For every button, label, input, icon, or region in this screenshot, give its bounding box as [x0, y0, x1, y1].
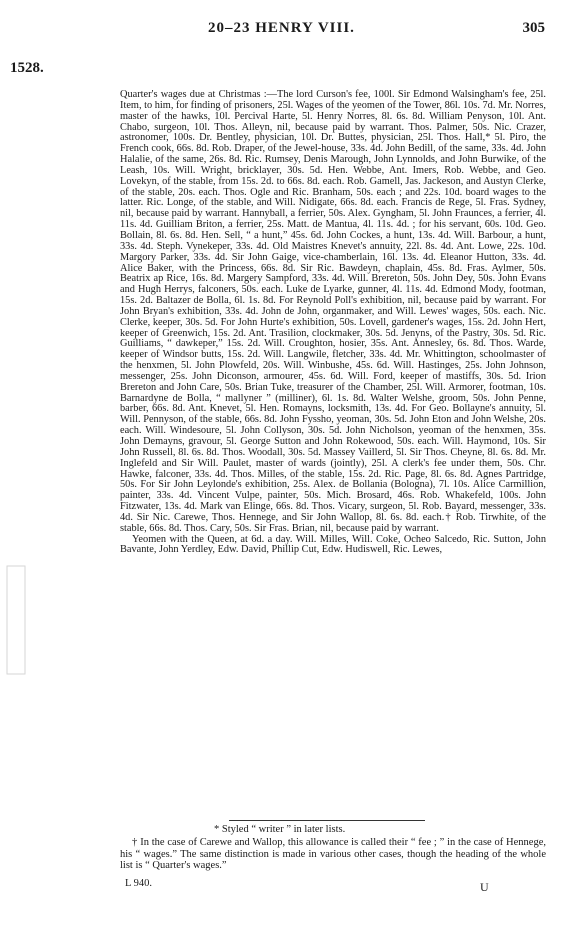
- footnote-dagger: † In the case of Carewe and Wallop, this allowance is called their “ fee ; ” in the case of Hennege, his “ wages.” The same distinction is made in various other cases, though the heading of the whole list is “ Quarter's wages.”: [120, 837, 546, 871]
- page-header: [0, 20, 567, 44]
- running-title: 20–23 HENRY VIII.: [208, 20, 355, 36]
- footnote-rule: [229, 820, 425, 821]
- main-text: [120, 90, 546, 556]
- footnote-star: * Styled “ writer ” in later lists.: [214, 824, 346, 835]
- margin-year: 1528.: [10, 60, 44, 76]
- signature-mark-right: U: [480, 880, 489, 894]
- page-number: 305: [522, 20, 545, 36]
- paragraph-yeomen: Yeomen with the Queen, at 6d. a day. Will. Milles, Will. Coke, Ocheo Salcedo, Ric. Sutton, John Bavante, John Yerdley, Edw. David, Phillip Cut, Edw. Hudiswell, Ric. Lewes,: [120, 533, 546, 556]
- paragraph-quarter-wages: Quarter's wages due at Christmas :—The lord Curson's fee, 100l. Sir Edmond Walsingham's fee, 25l. Item, to him, for finding of prisoners, 25l. Wages of the yeomen of the Tower, 86l. 10s. 7d. Mr. Norres, master of the hawks, 10l. Percival Harte, 5l. Henry Norres, 8l. 6s. 8d. William Penyson, 10l. Ant. Chabo, surgeon, 10l. Thos. Alleyn, nil, because paid by warrant. Thos. Palmer, 50s. Nic. Crazer, astronomer, 100s. Dr. Bentley, physician, 10l. Dr. Buttes, physician, 25l. Thos. Hall,* 5l. Piro, the French cook, 66s. 8d. Rob. Draper, of the Jewel-house, 33s. 4d. John Bedill, of the same, 33s. 4d. John Halalie, of the same, 26s. 8d. Ric. Rumsey, Denis Marough, John Lynnolds, and John Burwike, of the Leash, 10s. Will. Wright, bricklayer, 30s. 5d. Hen. Webbe, Ant. Imers, Rob. Webbe, and Geo. Lovekyn, of the stable, from 15s. 2d. to 66s. 8d. each. Rob. Gamell, Jas. Jackeson, and Austyn Clerke, of the stable, 20s. each. Thos. Ogle and Ric. Branham, 50s. each ; and 22s. 10d. board wages to the latter. Ric. Longe, of the stable, and Will. Nidigate, 66s. 8d. each. Francis de Rege, 5l. Fras. Sydney, nil, because paid by warrant. Hannyball, a ferrier, 50s. Alex. Gyngham, 5l. John Fraunces, a ferrier, 4l. 11s. 4d. Guilliam Briton, a ferrier, 25s. Matt. de Mantua, 4l. 11s. 4d. ; for his servant, 60s. 10d. Geo. Bollain, 8l. 6s. 8d. Hen. Sell, “ a hunt,” 45s. 6d. John Cockes, a hunt, 13s. 4d. Will. Barbour, a hunt, 33s. 4d. Steph. Vynekeper, 33s. 4d. Old Maistres Knevet's annuity, 22l. 8s. 4d. Ant. Lowe, 22s. 10d. Margory Parker, 33s. 4d. Sir John Gaige, vice-chamberlain, 16l. 13s. 4d. Eleanor Hutton, 33s. 4d. Alice Baker, with the Princess, 66s. 8d. Sir Ric. Bawdeyn, chaplain, 45s. 8d. Fras. Aylmer, 50s. Beatrix ap Rice, 16s. 8d. Margery Sampford, 33s. 4d. Will. Brereton, 50s. John Dey, 50s. John Evans and Hugh Herrys, falconers, 50s. each. Luke de Lyarke, gunner, 4l. 11s. 4d. Edmond Mody, footman, 15s. 2d. Baltazer de Bolla, 6l. 1s. 8d. For Reynold Poll's exhibition, nil, because paid by warrant. For John Bryan's exhibition, 33s. 4d. John de John, organmaker, and Will. Lewes' wages, 50s. each. Nic. Clerke, keeper, 30s. 5d. For John Hurte's exhibition, 50s. Lovell, gardener's wages, 15s. 2d. John Hert, keeper of Greenwich, 15s. 2d. Ant. Trasilion, clockmaker, 30s. 5d. Jenyns, of the Pastry, 30s. 5d. Ric. Guilliams, “ dawkeper,” 15s. 2d. Will. Croughton, hosier, 35s. Ant. Annesley, 6s. 8d. Thos. Warde, keeper of Windsor butts, 15s. 2d. Will. Langwile, fletcher, 33s. 4d. Mr. Whittington, schoolmaster of the henxmen, 5l. John Plowfeld, 20s. Will. Winbushe, 45s. 6d. Will. Hastinges, 25s. John Johnson, messenger, 25s. John Diconson, armourer, 45s. 6d. Will. Ford, keeper of mastiffs, 30s. 5d. Irion Brereton and John Care, 50s. Brian Tuke, treasurer of the Chamber, 25l. Will. Armorer, footman, 10s. Barnardyne de Bolla, “ mallyner ” (milliner), 6l. 1s. 8d. Walter Welshe, groom, 50s. John Penne, barber, 66s. 8d. Ant. Knevet, 5l. Hen. Romayns, locksmith, 13s. 4d. For Geo. Bollayne's annuity, 5l. Will. Pennyson, of the stable, 66s. 8d. John Fyssho, yeoman, 30s. 5d. John Eton and John Welshe, 20s. each. Will. Windesoure, 5l. John Collyson, 30s. 5d. John Nicholson, yeoman of the henxmen, 35s. John Demayns, gravour, 5l. George Sutton and John Rokewood, 50s. each. Will. Haymond, 10s. Sir John Russell, 8l. 6s. 8d. Thos. Woodall, 30s. 5d. Massey Vaillerd, 5l. Sir Thos. Cheyne, 8l. 6s. 8d. Mr. Inglefeld and Sir Will. Paulet, master of wards (jointly), 25l. A clerk's fee under them, 50s. Chr. Hawke, falconer, 33s. 4d. Thos. Milles, of the stable, 15s. 2d. Ric. Page, 8l. 6s. 8d. Agnes Partridge, 50s. For Sir John Leylonde's exhibition, 25s. Alex. de Bollania (Bologna), 7l. 10s. Alice Carmillion, painter, 33s. 4d. Vincent Vulpe, painter, 50s. Mich. Brosard, 46s. Rob. Whakefeld, 100s. John Fitzwater, 13s. 4d. Mark van Elinge, 66s. 8d. Thos. Vicary, surgeon, 5l. Rob. Bayard, messenger, 33s. 4d. Sir Nic. Carewe, Thos. Hennege, and Sir John Wallop, 8l. 6s. 8d. each.† Rob. Tirwhite, of the stable, 66s. 8d. Thos. Cary, 50s. Sir Fras. Brian, nil, because paid by warrant.: [120, 89, 546, 534]
- signature-mark: L 940.: [125, 878, 153, 889]
- library-stamp: [1, 560, 31, 680]
